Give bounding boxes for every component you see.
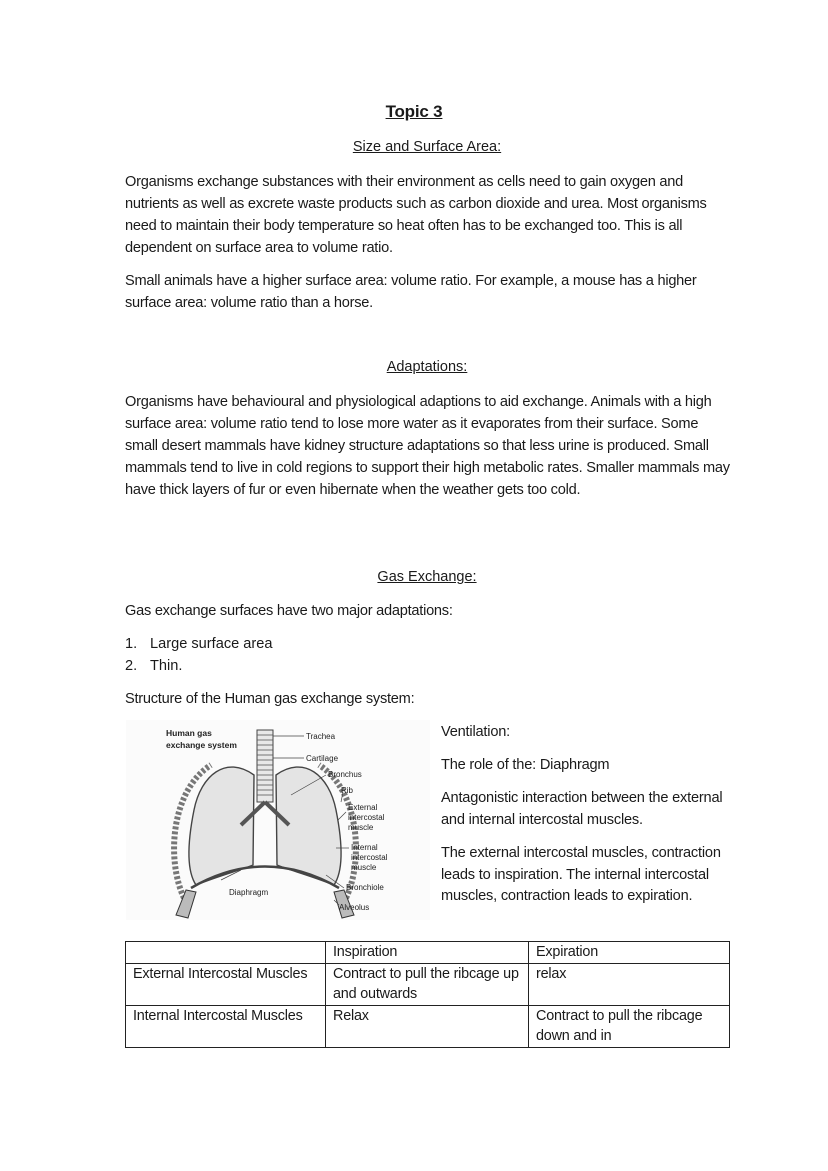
table-cell: relax xyxy=(529,963,730,1005)
gas-exchange-intro: Gas exchange surfaces have two major adaptations: xyxy=(125,603,453,619)
diaphragm-role: The role of the: Diaphragm xyxy=(441,757,610,773)
list-text: Thin. xyxy=(150,658,183,674)
list-number: 1. xyxy=(125,636,138,652)
table-cell: Internal Intercostal Muscles xyxy=(126,1005,326,1047)
label-diaphragm: Diaphragm xyxy=(229,888,269,897)
diagram-title-2: exchange system xyxy=(166,740,237,750)
label-internal-1: Internal xyxy=(351,843,378,852)
paragraph-adaptations: Organisms have behavioural and physiological adaptions to aid exchange. Animals with a high surface area: volume ratio tend to lose more water as it evaporates from their surface. Some small desert mammals have kidney structure adaptations so that less urine is produced. Small mammals tend to live in cold regions to support their high metabolic rates. Smaller mammals may have thick layers of fur or even hibernate when the weather gets too cold. xyxy=(125,394,730,498)
list-number: 2. xyxy=(125,658,138,674)
label-cartilage: Cartilage xyxy=(306,754,339,763)
table-header-row xyxy=(126,942,730,964)
label-bronchus: Bronchus xyxy=(328,770,362,779)
label-alveolus: Alveolus xyxy=(339,903,370,912)
ventilation-heading: Ventilation: xyxy=(441,724,511,740)
diagram-title-1: Human gas xyxy=(166,728,212,738)
table-header: Inspiration xyxy=(326,942,529,964)
table-cell: External Intercostal Muscles xyxy=(126,963,326,1005)
label-bronchiole: Bronchiole xyxy=(346,883,384,892)
paragraph-size-surface-area-2: Small animals have a higher surface area: volume ratio. For example, a mouse has a higher surface area: volume ratio than a horse. xyxy=(125,273,697,311)
structure-label: Structure of the Human gas exchange system: xyxy=(125,691,415,707)
trachea-icon xyxy=(257,730,273,802)
intercostal-muscles-table xyxy=(125,941,730,1048)
heading-size-surface-area: Size and Surface Area: xyxy=(352,139,502,155)
list-text: Large surface area xyxy=(150,636,273,652)
paragraph-size-surface-area-1: Organisms exchange substances with their environment as cells need to gain oxygen and nutrients as well as excrete waste products such as carbon dioxide and urea. Most organisms need to maintain their body temperature so heat often has to be exchanged too. This is all dependent on surface area to volume ratio. xyxy=(125,174,707,256)
label-external-3: muscle xyxy=(348,823,374,832)
table-cell: Contract to pull the ribcage up and outwards xyxy=(326,963,529,1005)
label-external-2: intercostal xyxy=(348,813,385,822)
intercostal-explanation: The external intercostal muscles, contraction leads to inspiration. The internal intercostal muscles, contraction leads to expiration. xyxy=(441,845,721,904)
heading-adaptations: Adaptations: xyxy=(386,359,468,375)
table-header xyxy=(126,942,326,964)
page-title: Topic 3 xyxy=(385,102,443,121)
table-header: Expiration xyxy=(529,942,730,964)
lung-diagram xyxy=(126,720,430,920)
table-row xyxy=(126,963,730,1005)
label-external-1: External xyxy=(348,803,378,812)
antagonistic-text: Antagonistic interaction between the external and internal intercostal muscles. xyxy=(441,790,723,828)
table-cell: Relax xyxy=(326,1005,529,1047)
table-row xyxy=(126,1005,730,1047)
label-internal-2: intercostal xyxy=(351,853,388,862)
label-trachea: Trachea xyxy=(306,732,336,741)
table-cell: Contract to pull the ribcage down and in xyxy=(529,1005,730,1047)
adaptations-list xyxy=(125,633,273,677)
heading-gas-exchange: Gas Exchange: xyxy=(377,569,477,585)
list-item xyxy=(125,655,273,677)
label-internal-3: muscle xyxy=(351,863,377,872)
label-rib: Rib xyxy=(341,786,354,795)
list-item xyxy=(125,633,273,655)
